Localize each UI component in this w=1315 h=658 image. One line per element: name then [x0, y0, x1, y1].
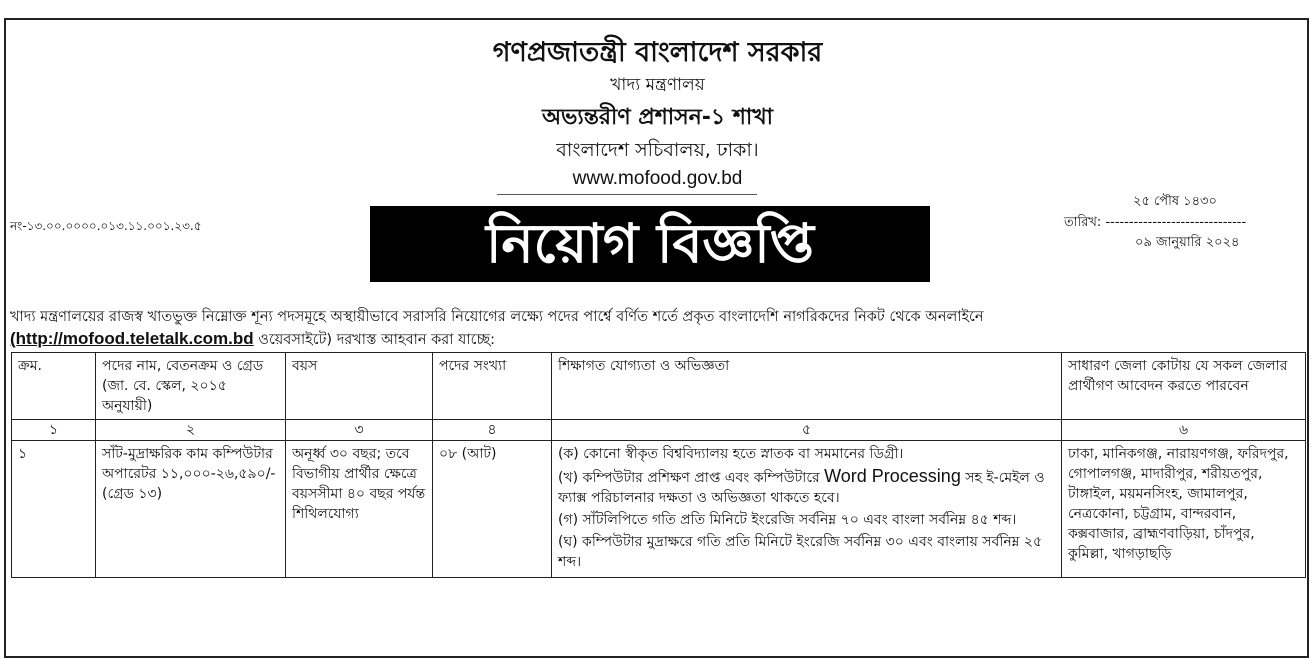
- intro-tail: ওয়েবসাইটে) দরখাস্ত আহবান করা যাচ্ছে:: [253, 332, 496, 348]
- row-count: ০৮ (আট): [433, 441, 552, 578]
- office-address: বাংলাদেশ সচিবালয়, ঢাকা।: [556, 139, 759, 161]
- qualification-b-start: (খ) কম্পিউটার প্রশিক্ষণ প্রাপ্ত এবং কম্পিউটারে: [558, 470, 825, 486]
- header-qualification: শিক্ষাগত যোগ্যতা ও অভিজ্ঞতা: [552, 353, 1062, 420]
- government-title: গণপ্রজাতন্ত্রী বাংলাদেশ সরকার: [492, 37, 823, 68]
- row-serial: ১: [12, 441, 96, 578]
- qualification-a: (ক) কোনো স্বীকৃত বিশ্ববিদ্যালয় হতে স্নাতক বা সমমানের ডিগ্রী।: [558, 446, 904, 462]
- header-age: বয়স: [286, 353, 433, 420]
- website-link[interactable]: www.mofood.gov.bd: [572, 168, 743, 189]
- qualification-b-end: সহ ই-মেইল ও ফ্যাক্স পরিচালনার দক্ষতা ও অভিজ্ঞতা থাকতে হবে।: [558, 470, 1045, 506]
- column-number: ১: [12, 420, 96, 441]
- header-serial: ক্রম.: [12, 353, 96, 420]
- date-label: তারিখ:: [1064, 215, 1102, 230]
- application-link[interactable]: (http://mofood.teletalk.com.bd: [10, 329, 254, 348]
- recruitment-banner: নিয়োগ বিজ্ঞপ্তি: [370, 206, 930, 282]
- table-row: [12, 441, 1306, 578]
- column-number: ৫: [552, 420, 1062, 441]
- wing-name: অভ্যন্তরীণ প্রশাসন-১ শাখা: [541, 105, 774, 130]
- header-divider: [497, 194, 757, 195]
- date-line: [1064, 213, 1246, 234]
- intro-text: খাদ্য মন্ত্রণালয়ের রাজস্ব খাতভুক্ত নিম্নোক্ত শূন্য পদসমূহে অস্থায়ীভাবে সরাসরি নিয়োগের লক্ষ্যে পদের পার্শ্বে বর্ণিত শর্তে প্রকৃত বাংলাদেশি নাগরিকদের নিকট থেকে অনলাইনে: [10, 309, 984, 325]
- column-number: ৩: [286, 420, 433, 441]
- header-districts: সাধারণ জেলা কোটায় যে সকল জেলার প্রার্থীগণ আবেদন করতে পারবেন: [1062, 353, 1306, 420]
- row-age: অনূর্ধ্ব ৩০ বছর; তবে বিভাগীয় প্রার্থীর ক্ষেত্রে বয়সসীমা ৪০ বছর পর্যন্ত শিথিলযোগ্য: [286, 441, 433, 578]
- ministry-name: খাদ্য মন্ত্রণালয়: [610, 75, 705, 95]
- column-number: ৬: [1062, 420, 1306, 441]
- table-header-row: [12, 353, 1306, 420]
- row-post: সাঁট-মুদ্রাক্ষরিক কাম কম্পিউটার অপারেটর ১১,০০০-২৬,৫৯০/- (গ্রেড ১৩): [96, 441, 286, 578]
- header-post: পদের নাম, বেতনক্রম ও গ্রেড (জা. বে. স্কেল, ২০১৫ অনুযায়ী): [96, 353, 286, 420]
- row-qualification: [552, 441, 1062, 578]
- qualification-d: (ঘ) কম্পিউটার মুদ্রাক্ষরে গতি প্রতি মিনিটে ইংরেজি সর্বনিম্ন ৩০ এবং বাংলায় সর্বনিম্ন ২৫ শব্দ।: [558, 534, 1043, 570]
- qualification-b: [558, 466, 1055, 508]
- row-districts: ঢাকা, মানিকগঞ্জ, নারায়ণগঞ্জ, ফরিদপুর, গোপালগঞ্জ, মাদারীপুর, শরীয়তপুর, টাঙ্গাইল, ময়মনসিংহ, জামালপুর, নেত্রকোনা, চট্টগ্রাম, বান্দরবান, কক্সবাজার, ব্রাহ্মণবাড়িয়া, চাঁদপুর, কুমিল্লা, খাগড়াছড়ি: [1062, 441, 1306, 578]
- header-count: পদের সংখ্যা: [433, 353, 552, 420]
- date-bangla: ২৫ পৌষ ১৪৩০: [1133, 194, 1217, 209]
- column-number: ৪: [433, 420, 552, 441]
- date-english: ০৯ জানুয়ারি ২০২৪: [1135, 235, 1240, 250]
- column-number: ২: [96, 420, 286, 441]
- memo-number: নং-১৩.০০.০০০০.০১৩.১১.০০১.২৩.৫: [10, 219, 202, 233]
- column-number-row: [12, 420, 1306, 441]
- vacancy-table: [11, 352, 1306, 578]
- date-dots: ------------------------------: [1105, 215, 1247, 230]
- qualification-c: (গ) সাঁটলিপিতে গতি প্রতি মিনিটে ইংরেজি সর্বনিম্ন ৭০ এবং বাংলা সর্বনিম্ন ৪৫ শব্দ।: [558, 512, 1017, 528]
- qualification-b-english: Word Processing: [824, 466, 961, 486]
- intro-paragraph: [10, 306, 1305, 351]
